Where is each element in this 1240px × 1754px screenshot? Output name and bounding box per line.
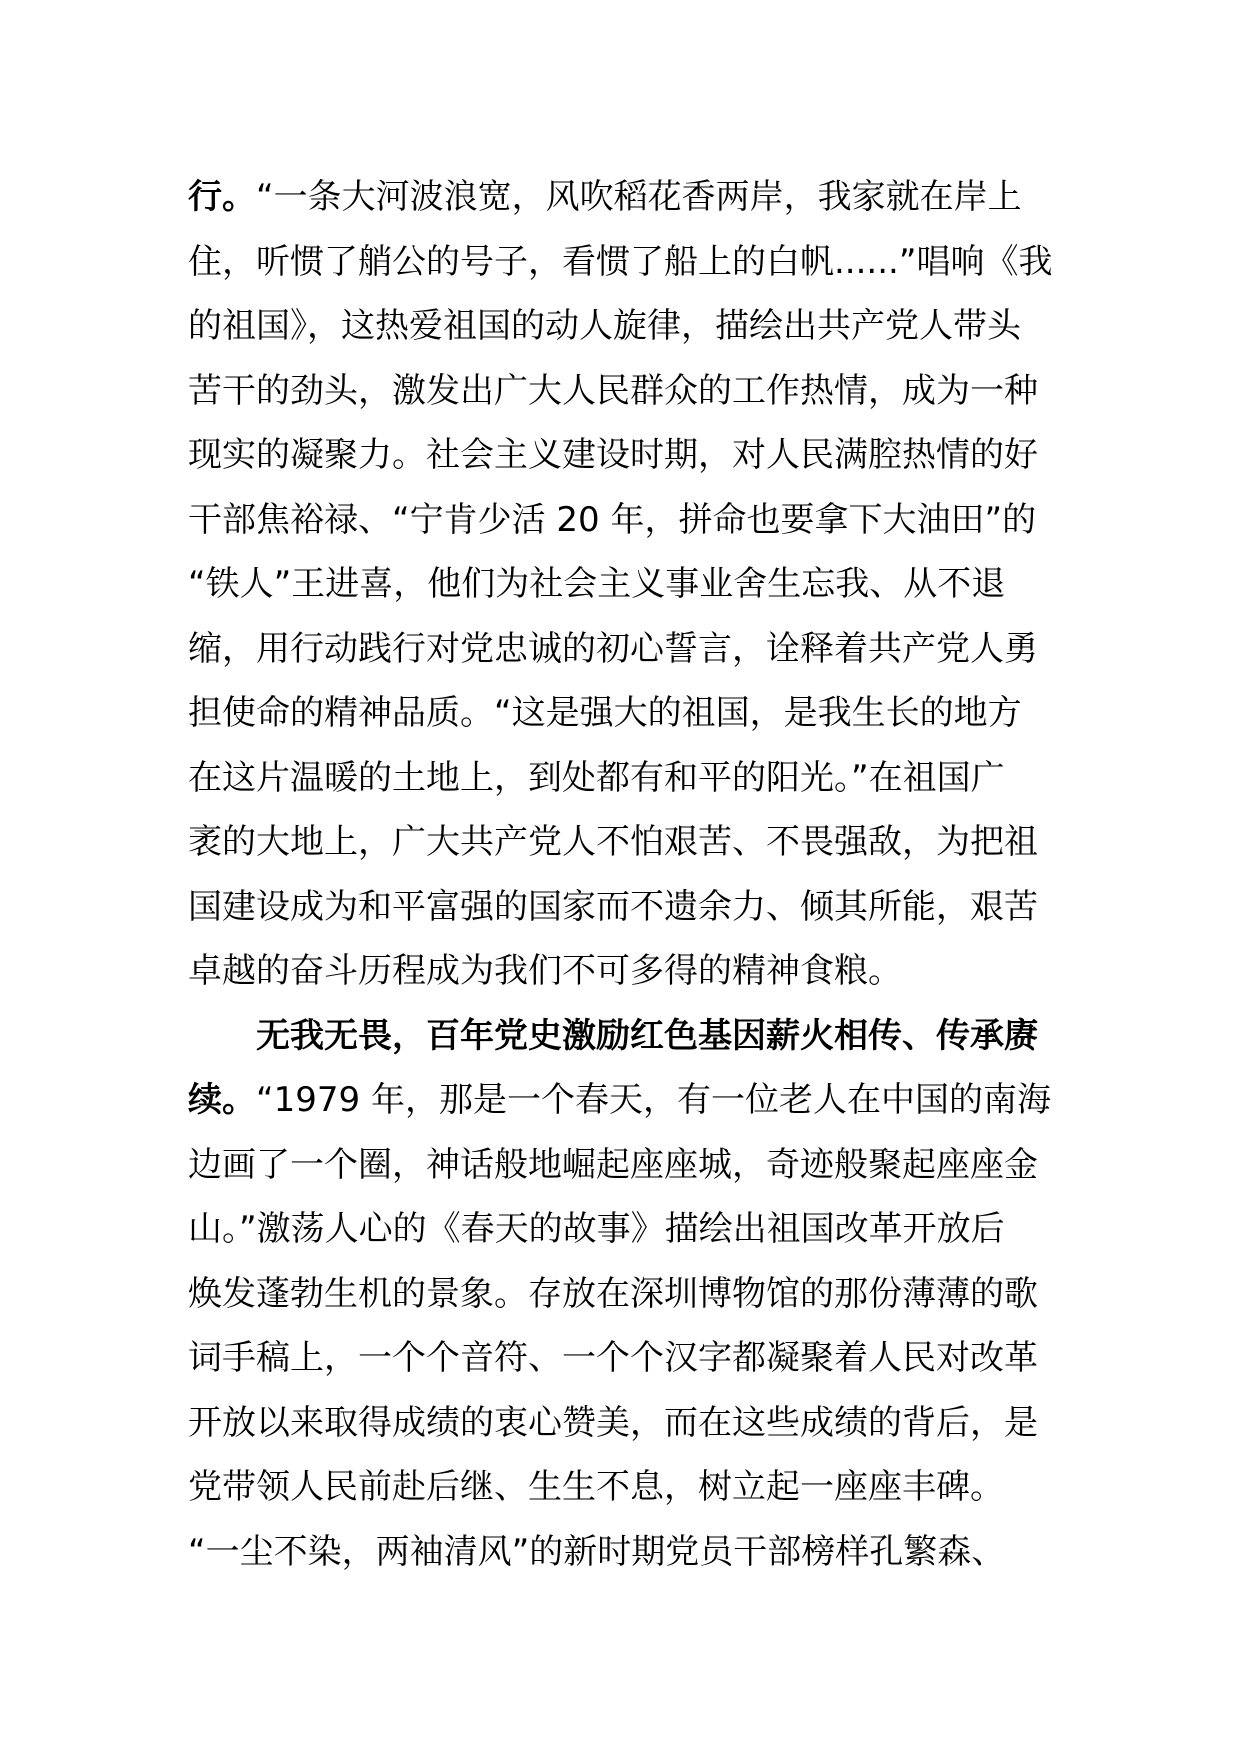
- text-run: 缩，用行动践行对党忠诚的初心誓言，诠释着共产党人勇: [188, 628, 1038, 669]
- bold-heading-fragment: 行。: [188, 177, 256, 217]
- text-line: [188, 423, 1058, 488]
- text-run: 干部焦裕禄、“宁肯少活 20 年，拼命也要拿下大油田”的: [188, 499, 1037, 540]
- text-run: 国建设成为和平富强的国家而不遗余力、倾其所能，艰苦: [188, 886, 1038, 927]
- text-line: [188, 939, 1058, 1004]
- text-run: 的祖国》，这热爱祖国的动人旋律，描绘出共产党人带头: [188, 306, 1021, 346]
- paragraph-2: [188, 1004, 1058, 1585]
- text-line: [188, 1455, 1058, 1520]
- text-run: 袤的大地上，广大共产党人不怕艰苦、不畏强敌，为把祖: [188, 822, 1038, 862]
- text-run: 卓越的奋斗历程成为我们不可多得的精神食粮。: [188, 951, 902, 991]
- text-line: [188, 359, 1058, 424]
- text-run: 住，听惯了艄公的号子，看惯了船上的白帆......”唱响《我: [188, 241, 1053, 282]
- bold-heading-fragment: 续。: [188, 1080, 256, 1120]
- text-line: [188, 165, 1058, 230]
- text-run: 党带领人民前赴后继、生生不息，树立起一座座丰碑。: [188, 1467, 1004, 1507]
- text-run: 现实的凝聚力。社会主义建设时期，对人民满腔热情的好: [188, 435, 1038, 475]
- text-run: 词手稿上，一个个音符、一个个汉字都凝聚着人民对改革: [188, 1338, 1038, 1378]
- text-run: 担使命的精神品质。“这是强大的祖国，是我生长的地方: [188, 693, 1022, 733]
- text-line: [188, 875, 1058, 940]
- text-run: 焕发蓬勃生机的景象。存放在深圳博物馆的那份薄薄的歌: [188, 1273, 1038, 1314]
- text-run: 苦干的劲头，激发出广大人民群众的工作热情，成为一种: [188, 370, 1038, 411]
- bold-heading-fragment: 无我无畏，百年党史激励红色基因薪火相传、传承赓: [256, 1015, 1038, 1056]
- text-run: “铁人”王进喜，他们为社会主义事业舍生忘我、从不退: [188, 564, 1006, 604]
- text-line: [188, 1520, 1058, 1585]
- text-line: [188, 230, 1058, 295]
- text-run: 边画了一个圈，神话般地崛起座座城，奇迹般聚起座座金: [188, 1144, 1038, 1185]
- text-run: 山。”激荡人心的《春天的故事》描绘出祖国改革开放后: [188, 1209, 1005, 1249]
- text-line: [188, 810, 1058, 875]
- text-line: [188, 1004, 1058, 1069]
- text-run: “一条大河波浪宽，风吹稻花香两岸，我家就在岸上: [256, 177, 1022, 217]
- text-line: [188, 294, 1058, 359]
- text-line: [188, 488, 1058, 553]
- body-text: [188, 165, 1058, 1584]
- text-line: [188, 552, 1058, 617]
- text-line: [188, 746, 1058, 811]
- paragraph-1: [188, 165, 1058, 1004]
- text-run: “一尘不染，两袖清风”的新时期党员干部榜样孔繁森、: [188, 1531, 1006, 1572]
- text-run: 开放以来取得成绩的衷心赞美，而在这些成绩的背后，是: [188, 1402, 1038, 1443]
- text-line: [188, 1133, 1058, 1198]
- text-line: [188, 1391, 1058, 1456]
- text-line: [188, 1068, 1058, 1133]
- text-run: “1979 年，那是一个春天，有一位老人在中国的南海: [256, 1080, 1051, 1120]
- text-line: [188, 1326, 1058, 1391]
- text-line: [188, 617, 1058, 682]
- text-line: [188, 1197, 1058, 1262]
- text-line: [188, 1262, 1058, 1327]
- text-line: [188, 681, 1058, 746]
- text-run: 在这片温暖的土地上，到处都有和平的阳光。”在祖国广: [188, 757, 1005, 798]
